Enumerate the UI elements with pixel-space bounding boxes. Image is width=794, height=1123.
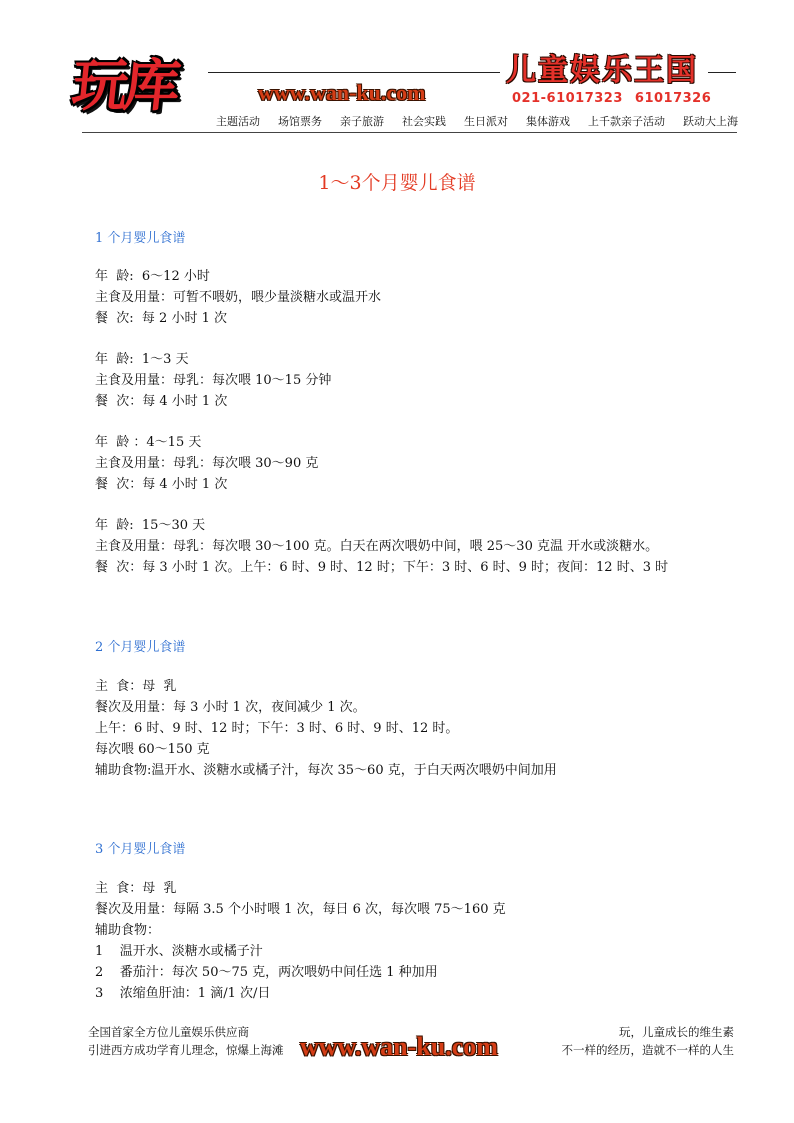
body-line: 主 食：母 乳 (95, 679, 177, 694)
body-line: 餐次及用量：每隔 3.5 个小时喂 1 次，每日 6 次，每次喂 75～160 克 (95, 902, 506, 917)
body-line: 主食及用量：母乳：每次喂 30～90 克 (95, 456, 319, 471)
body-line: 年 龄 ：4～15 天 (95, 435, 202, 450)
body-line: 年 龄: 6～12 小时 (95, 269, 210, 284)
body-line: 上午：6 时、9 时、12 时；下午：3 时、6 时、9 时、12 时。 (95, 721, 459, 736)
body-line: 每次喂 60～150 克 (95, 742, 210, 757)
body-line: 主食及用量：母乳：每次喂 30～100 克。白天在两次喂奶中间，喂 25～30 克温 开水或淡糖水。 (95, 539, 659, 554)
body-line: 主 食：母 乳 (95, 881, 177, 896)
body-line: 主食及用量：母乳：每次喂 10～15 分钟 (95, 373, 332, 388)
body-line: 主食及用量：可暂不喂奶，喂少量淡糖水或温开水 (95, 290, 382, 305)
list-item: 1 温开水、淡糖水或橘子汁 (95, 944, 263, 959)
list-item: 3 浓缩鱼肝油：1 滴/1 次/日 (95, 986, 271, 1001)
nav-item-family-travel[interactable]: 亲子旅游 (340, 115, 384, 128)
section-heading-3-month: 3 个月婴儿食谱 (95, 842, 186, 857)
body-line: 年 龄: 15～30 天 (95, 518, 206, 533)
header-phones (512, 91, 712, 107)
body-line: 餐 次：每 3 小时 1 次。上午：6 时、9 时、12 时；下午：3 时、6 时、9 时；夜间：12 时、3 时 (95, 560, 669, 575)
page-title: 1～3个月婴儿食谱 (318, 172, 476, 194)
phone-number-1: 021-61017323 (512, 91, 623, 106)
footer-right-line-1: 玩，儿童成长的维生素 (619, 1025, 734, 1039)
section-heading-1-month: 1 个月婴儿食谱 (95, 231, 186, 246)
body-line: 辅助食物:温开水、淡糖水或橘子汁，每次 35～60 克，于白天两次喂奶中间加用 (95, 763, 557, 778)
section-heading-2-month: 2 个月婴儿食谱 (95, 640, 186, 655)
body-line: 餐 次：每 4 小时 1 次 (95, 394, 228, 409)
header-slogan: 儿童娱乐王国 (506, 53, 698, 88)
body-line: 餐 次：每 4 小时 1 次 (95, 477, 228, 492)
footer-left-line-1: 全国首家全方位儿童娱乐供应商 (88, 1025, 249, 1039)
list-item: 2 番茄汁：每次 50～75 克，两次喂奶中间任选 1 种加用 (95, 965, 438, 980)
nav-item-social-practice[interactable]: 社会实践 (402, 115, 446, 128)
header-site-url[interactable]: www.wan-ku.com (258, 80, 426, 105)
nav-item-venue-tickets[interactable]: 场馆票务 (278, 115, 322, 128)
nav-item-shanghai[interactable]: 跃动大上海 (683, 115, 738, 128)
body-line: 餐 次: 每 2 小时 1 次 (95, 311, 227, 326)
nav-item-birthday-party[interactable]: 生日派对 (464, 115, 508, 128)
header-rule-left (208, 72, 500, 73)
body-line: 餐次及用量：每 3 小时 1 次，夜间减少 1 次。 (95, 700, 366, 715)
body-line: 辅助食物： (95, 923, 161, 938)
phone-number-2: 61017326 (634, 91, 712, 106)
header-rule-right (708, 72, 736, 73)
body-line: 年 龄: 1～3 天 (95, 352, 189, 367)
nav-item-family-activities[interactable]: 上千款亲子活动 (588, 115, 665, 128)
wanku-logo: 玩库 (68, 54, 180, 119)
footer-site-url[interactable]: www.wan-ku.com (300, 1032, 498, 1061)
nav-item-theme-activities[interactable]: 主题活动 (216, 115, 260, 128)
footer-right-line-2: 不一样的经历，造就不一样的人生 (561, 1043, 734, 1057)
footer-left-line-2: 引进西方成功学育儿理念，惊爆上海滩 (88, 1043, 284, 1057)
header-nav (216, 113, 738, 131)
nav-item-group-games[interactable]: 集体游戏 (526, 115, 570, 128)
header-divider (82, 132, 737, 133)
